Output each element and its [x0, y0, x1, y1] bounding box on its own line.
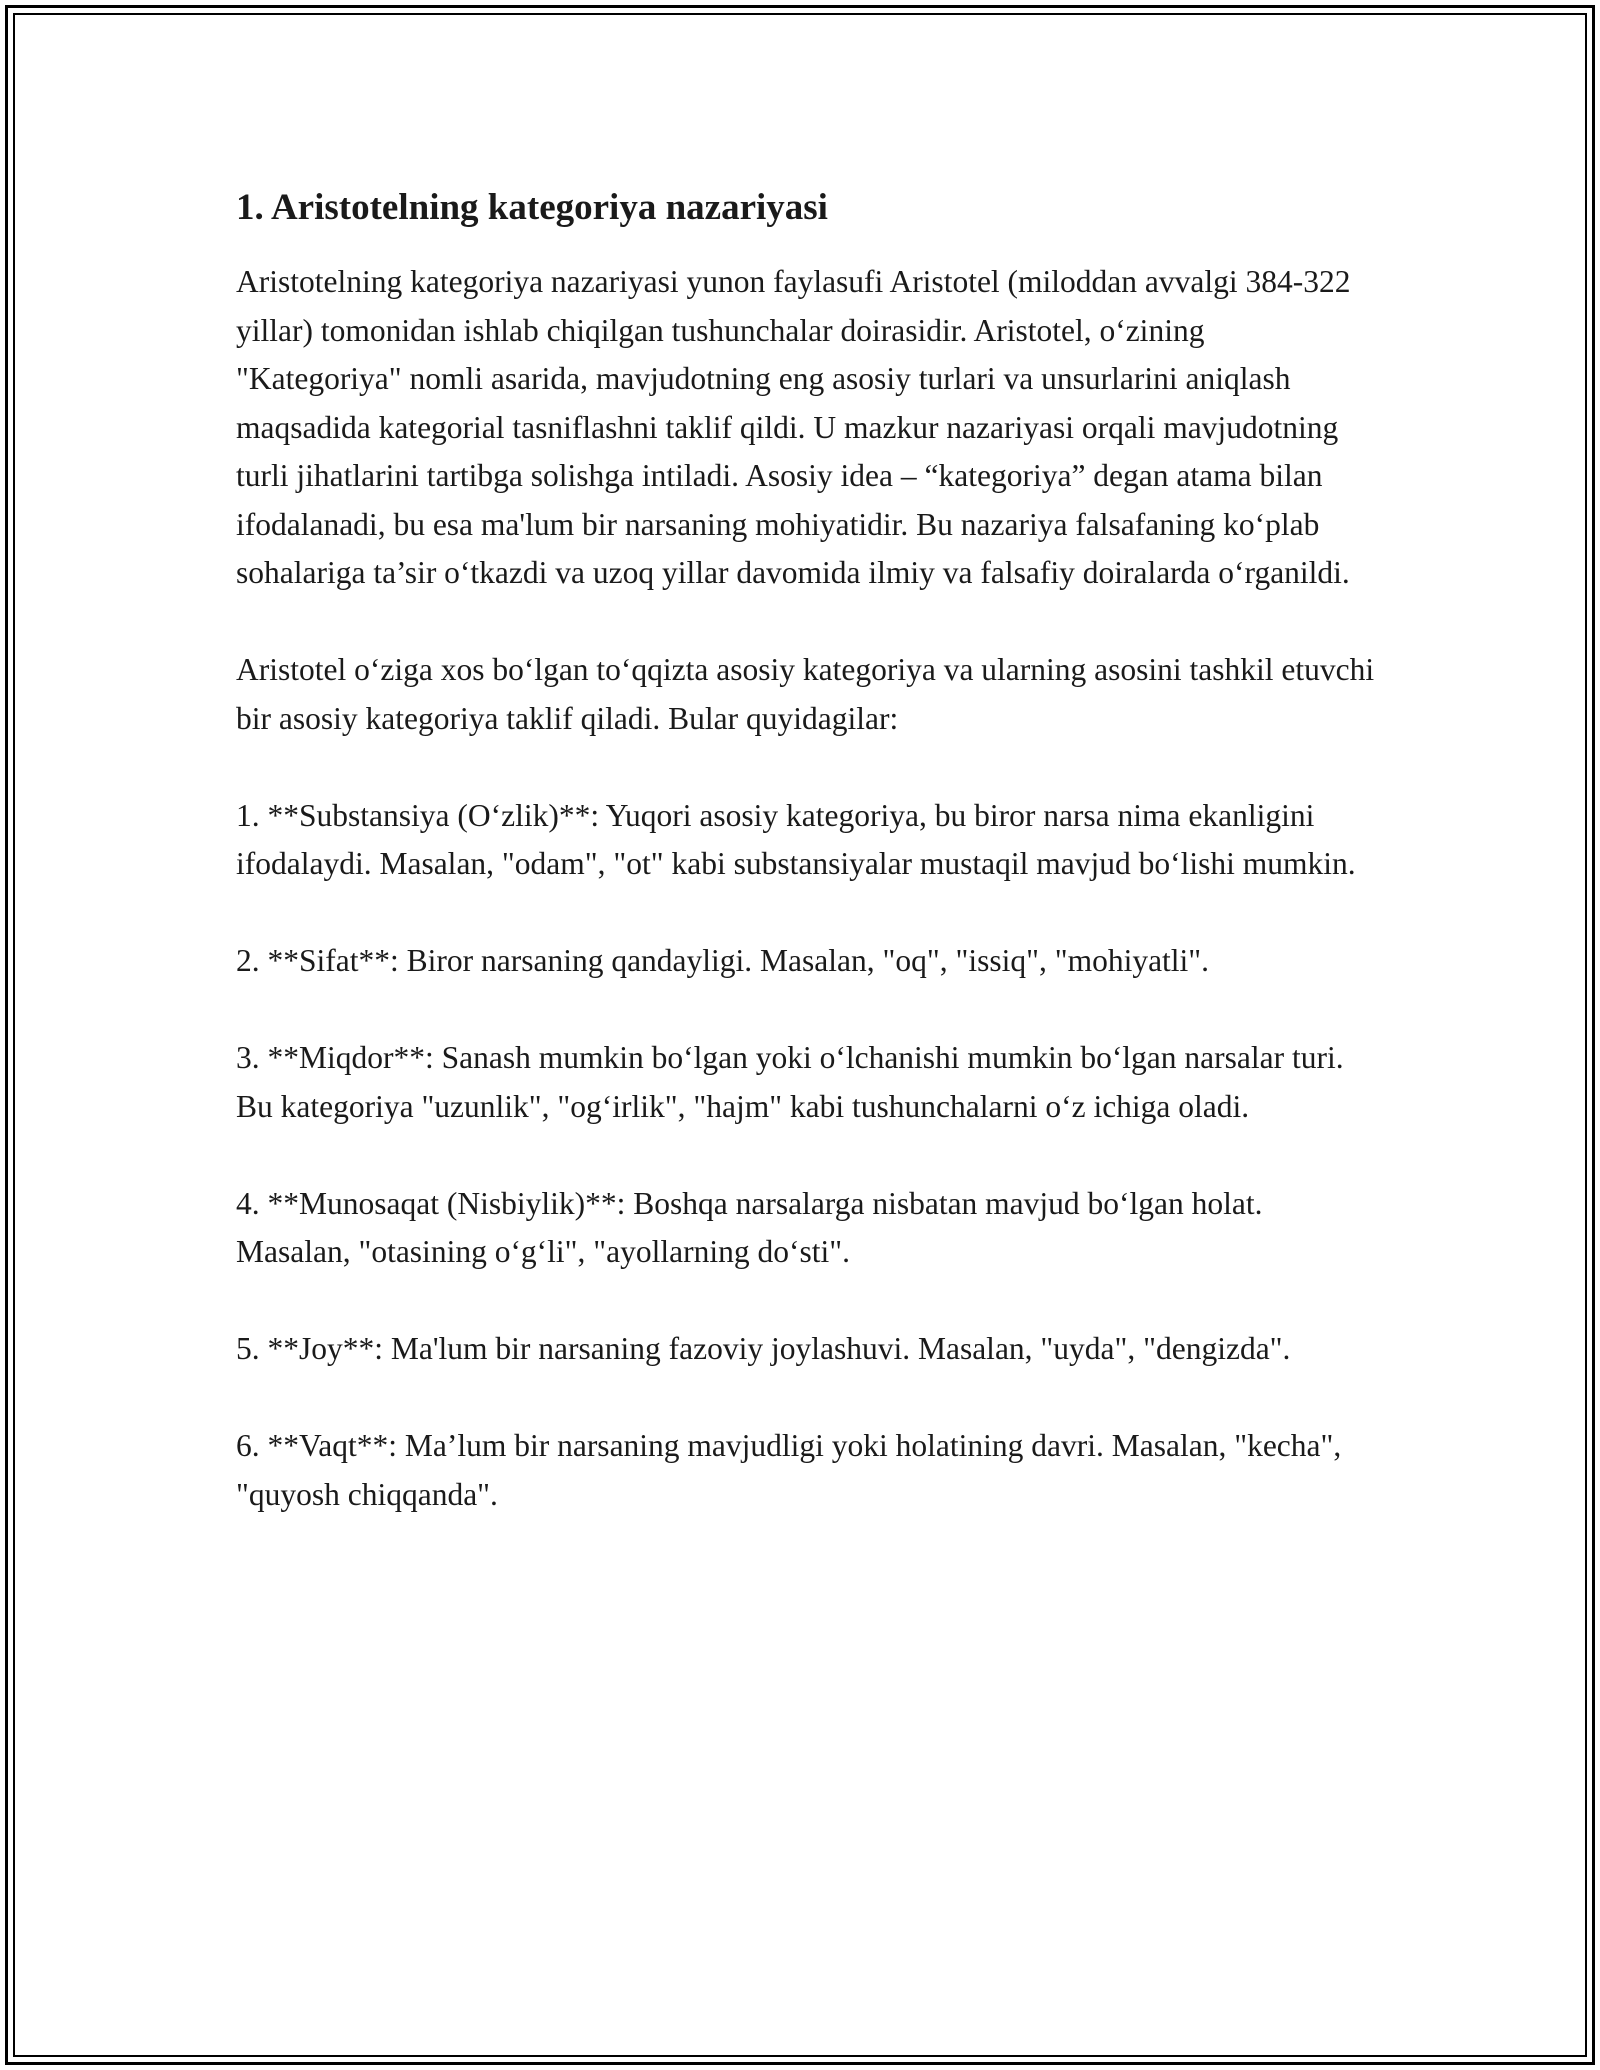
list-item-miqdor: 3. **Miqdor**: Sanash mumkin bo‘lgan yoki o‘lchanishi mumkin bo‘lgan narsalar turi. Bu kategoriya "uzunlik", "og‘irlik", "hajm" kabi tushunchalarni o‘z ichiga oladi. [236, 1040, 1344, 1124]
list-item-sifat: 2. **Sifat**: Biror narsaning qandayligi. Masalan, "oq", "issiq", "mohiyatli". [236, 943, 1210, 979]
list-item-joy: 5. **Joy**: Ma'lum bir narsaning fazoviy joylashuvi. Masalan, "uyda", "dengizda". [236, 1331, 1291, 1367]
paragraph-categories-intro: Aristotel o‘ziga xos bo‘lgan to‘qqizta asosiy kategoriya va ularning asosini tashkil etuvchi bir asosiy kategoriya taklif qiladi. Bular quyidagilar: [236, 652, 1375, 736]
list-item-vaqt: 6. **Vaqt**: Ma’lum bir narsaning mavjudligi yoki holatining davri. Masalan, "kecha", "quyosh chiqqanda". [236, 1428, 1342, 1512]
section-heading: 1. Aristotelning kategoriya nazariyasi [236, 187, 828, 228]
list-item-munosaqat: 4. **Munosaqat (Nisbiylik)**: Boshqa narsalarga nisbatan mavjud bo‘lgan holat. Masalan, "otasining o‘g‘li", "ayollarning do‘sti". [236, 1185, 1263, 1270]
document-body [236, 186, 1376, 1519]
paragraph-intro: Aristotelning kategoriya nazariyasi yunon faylasufi Aristotel (miloddan avvalgi 384-322 yillar) tomonidan ishlab chiqilgan tushunchalar doirasidir. Aristotel, o‘zining "Kategoriya" nomli asarida, mavjudotning eng asosiy turlari va unsurlarini aniqlash maqsadida kategorial tasniflashni taklif qildi. U mazkur nazariyasi orqali mavjudotning turli jihatlarini tartibga solishga intiladi. Asosiy idea – “kategoriya” degan atama bilan ifodalanadi, bu esa ma'lum bir narsaning mohiyatidir. Bu nazariya falsafaning ko‘plab sohalariga ta’sir o‘tkazdi va uzoq yillar davomida ilmiy va falsafiy doiralarda o‘rganildi. [236, 264, 1351, 591]
list-item-substansiya: 1. **Substansiya (O‘zlik)**: Yuqori asosiy kategoriya, bu biror narsa nima ekanligini ifodalaydi. Masalan, "odam", "ot" kabi substansiyalar mustaqil mavjud bo‘lishi mumkin. [236, 797, 1356, 882]
